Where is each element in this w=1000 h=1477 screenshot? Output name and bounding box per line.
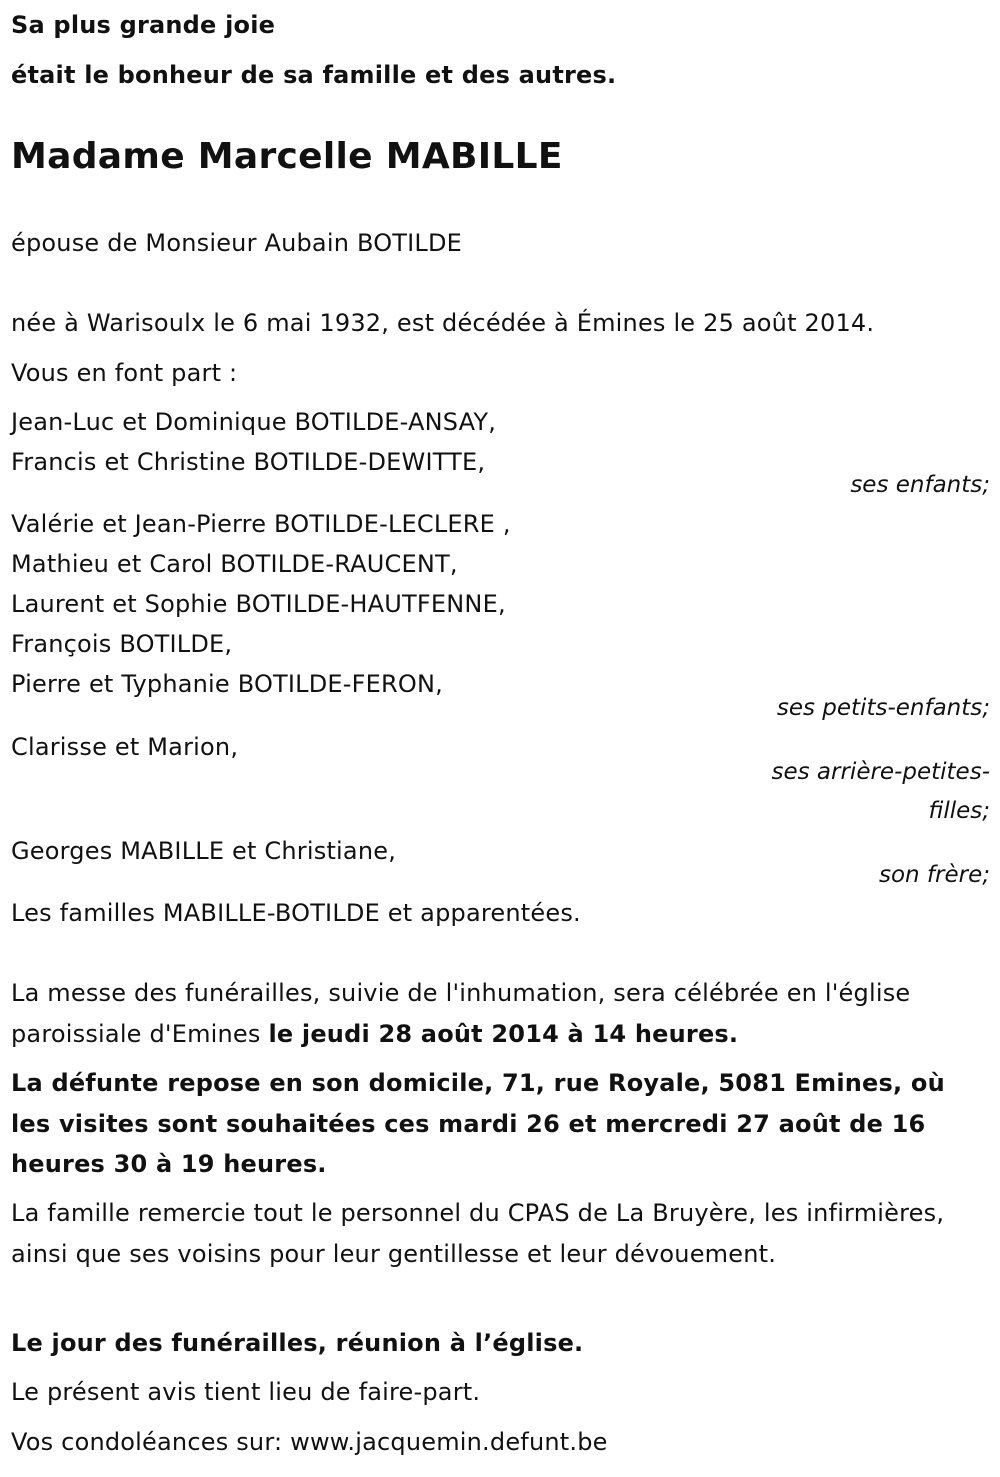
funeral-paragraph bbox=[11, 973, 986, 1054]
children-role: ses enfants; bbox=[850, 472, 990, 498]
birth-death-line: née à Warisoulx le 6 mai 1932, est décédée à Émines le 25 août 2014. bbox=[11, 309, 875, 337]
condolences-label: Vos condoléances sur: bbox=[11, 1428, 291, 1456]
thanks-paragraph: La famille remercie tout le personnel du CPAS de La Bruyère, les infirmières, ainsi que ses voisins pour leur gentillesse et leur dévouement. bbox=[11, 1199, 945, 1268]
funeral-text: La messe des funérailles, suivie de l'inhumation, sera célébrée en l'église paroissiale d'Emines bbox=[11, 979, 911, 1048]
great-grandchildren-role-line-1: ses arrière-petites- bbox=[771, 759, 990, 785]
grandchildren-role: ses petits-enfants; bbox=[776, 695, 990, 721]
condolences-line bbox=[11, 1427, 608, 1457]
brother-role: son frère; bbox=[878, 862, 990, 888]
spouse-line: épouse de Monsieur Aubain BOTILDE bbox=[11, 229, 463, 257]
grandchild-3: Laurent et Sophie BOTILDE-HAUTFENNE, bbox=[11, 590, 506, 618]
intro-line: Vous en font part : bbox=[11, 359, 238, 387]
brother: Georges MABILLE et Christiane, bbox=[11, 837, 397, 865]
epigraph-line-2: était le bonheur de sa famille et des autres. bbox=[11, 61, 617, 89]
child-2: Francis et Christine BOTILDE-DEWITTE, bbox=[11, 448, 486, 476]
funeral-date: le jeudi 28 août 2014 à 14 heures. bbox=[268, 1019, 739, 1048]
grandchild-1: Valérie et Jean-Pierre BOTILDE-LECLERE , bbox=[11, 510, 511, 538]
great-grandchildren-role-line-2: filles; bbox=[928, 798, 990, 824]
grandchild-5: Pierre et Typhanie BOTILDE-FERON, bbox=[11, 670, 443, 698]
families-line: Les familles MABILLE-BOTILDE et apparentées. bbox=[11, 899, 581, 927]
gathering-line: Le jour des funérailles, réunion à l’église. bbox=[11, 1329, 584, 1357]
deceased-name: Madame Marcelle MABILLE bbox=[11, 136, 563, 177]
child-1: Jean-Luc et Dominique BOTILDE-ANSAY, bbox=[11, 408, 497, 436]
epigraph-line-1: Sa plus grande joie bbox=[11, 11, 276, 39]
grandchild-4: François BOTILDE, bbox=[11, 630, 233, 658]
condolences-link[interactable]: www.jacquemin.defunt.be bbox=[290, 1428, 608, 1456]
notice-line: Le présent avis tient lieu de faire-part. bbox=[11, 1378, 481, 1406]
great-grandchildren: Clarisse et Marion, bbox=[11, 733, 239, 761]
visits-paragraph: La défunte repose en son domicile, 71, rue Royale, 5081 Emines, où les visites sont souhaitées ces mardi 26 et mercredi 27 août de 16 heures 30 à 19 heures. bbox=[11, 1069, 945, 1178]
grandchild-2: Mathieu et Carol BOTILDE-RAUCENT, bbox=[11, 550, 458, 578]
